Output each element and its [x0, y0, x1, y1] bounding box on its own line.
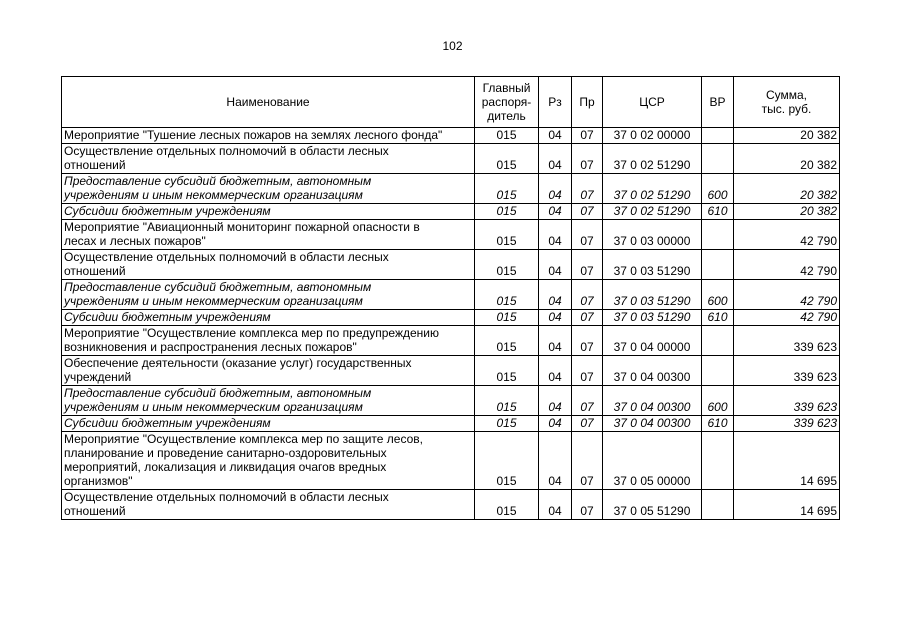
cell-pr: 07	[572, 386, 603, 416]
cell-sum: 42 790	[734, 310, 840, 326]
cell-main-administrator: 015	[475, 432, 539, 490]
cell-name-line: отношений	[64, 158, 126, 172]
cell-name	[62, 220, 475, 250]
cell-sum: 339 623	[734, 416, 840, 432]
header-rz: Рз	[539, 77, 572, 128]
table-header-row	[62, 77, 840, 128]
cell-csr: 37 0 03 51290	[603, 310, 702, 326]
cell-rz: 04	[539, 250, 572, 280]
cell-csr: 37 0 02 51290	[603, 204, 702, 220]
cell-vr	[702, 326, 734, 356]
table-row	[62, 326, 840, 356]
cell-main-administrator: 015	[475, 128, 539, 144]
header-main-line2: распоря-	[481, 95, 532, 109]
cell-rz: 04	[539, 128, 572, 144]
cell-vr	[702, 432, 734, 490]
cell-rz: 04	[539, 356, 572, 386]
cell-vr: 610	[702, 204, 734, 220]
cell-name-line: Осуществление отдельных полномочий в области лесных	[64, 490, 389, 504]
cell-vr: 600	[702, 174, 734, 204]
cell-pr: 07	[572, 250, 603, 280]
header-name: Наименование	[62, 77, 475, 128]
cell-name-line: Субсидии бюджетным учреждениям	[64, 416, 271, 430]
cell-pr: 07	[572, 144, 603, 174]
table-row	[62, 280, 840, 310]
cell-name	[62, 386, 475, 416]
cell-csr: 37 0 02 51290	[603, 144, 702, 174]
cell-name-line: Предоставление субсидий бюджетным, автономным	[64, 280, 372, 294]
header-pr: Пр	[572, 77, 603, 128]
cell-pr: 07	[572, 310, 603, 326]
cell-main-administrator: 015	[475, 250, 539, 280]
cell-main-administrator: 015	[475, 204, 539, 220]
cell-main-administrator: 015	[475, 386, 539, 416]
header-main-administrator	[475, 77, 539, 128]
cell-name-line: Мероприятие "Тушение лесных пожаров на землях лесного фонда"	[64, 128, 443, 142]
cell-main-administrator: 015	[475, 326, 539, 356]
cell-name-line: организмов"	[64, 474, 133, 488]
cell-vr: 610	[702, 416, 734, 432]
budget-table	[61, 76, 840, 520]
cell-vr	[702, 220, 734, 250]
table-row	[62, 174, 840, 204]
cell-name-line: отношений	[64, 504, 126, 518]
cell-pr: 07	[572, 204, 603, 220]
cell-name	[62, 280, 475, 310]
cell-name-line: Мероприятие "Осуществление комплекса мер по защите лесов,	[64, 432, 423, 446]
cell-csr: 37 0 04 00000	[603, 326, 702, 356]
cell-main-administrator: 015	[475, 416, 539, 432]
cell-pr: 07	[572, 128, 603, 144]
cell-name	[62, 356, 475, 386]
cell-pr: 07	[572, 356, 603, 386]
cell-csr: 37 0 05 51290	[603, 490, 702, 520]
table-row	[62, 386, 840, 416]
cell-rz: 04	[539, 490, 572, 520]
cell-main-administrator: 015	[475, 174, 539, 204]
header-sum-line2: тыс. руб.	[761, 102, 812, 116]
cell-vr	[702, 356, 734, 386]
cell-rz: 04	[539, 204, 572, 220]
cell-vr	[702, 490, 734, 520]
cell-name-line: Мероприятие "Авиационный мониторинг пожарной опасности в	[64, 220, 420, 234]
table-row	[62, 310, 840, 326]
cell-vr	[702, 250, 734, 280]
cell-pr: 07	[572, 280, 603, 310]
cell-name-line: Осуществление отдельных полномочий в области лесных	[64, 144, 389, 158]
cell-vr	[702, 128, 734, 144]
cell-name-line: учреждениям и иным некоммерческим организациям	[64, 400, 363, 414]
cell-name	[62, 128, 475, 144]
cell-name	[62, 174, 475, 204]
cell-vr: 600	[702, 280, 734, 310]
cell-main-administrator: 015	[475, 490, 539, 520]
cell-csr: 37 0 02 00000	[603, 128, 702, 144]
cell-sum: 20 382	[734, 128, 840, 144]
cell-pr: 07	[572, 416, 603, 432]
header-main-line1: Главный	[482, 81, 531, 95]
cell-name-line: Субсидии бюджетным учреждениям	[64, 204, 271, 218]
cell-name	[62, 144, 475, 174]
cell-sum: 20 382	[734, 144, 840, 174]
cell-name-line: Субсидии бюджетным учреждениям	[64, 310, 271, 324]
cell-csr: 37 0 03 51290	[603, 280, 702, 310]
table-row	[62, 144, 840, 174]
table-row	[62, 204, 840, 220]
cell-main-administrator: 015	[475, 310, 539, 326]
cell-pr: 07	[572, 326, 603, 356]
cell-name	[62, 326, 475, 356]
cell-csr: 37 0 02 51290	[603, 174, 702, 204]
cell-sum: 14 695	[734, 490, 840, 520]
table-row	[62, 220, 840, 250]
cell-name-line: планирование и проведение санитарно-оздоровительных	[64, 446, 387, 460]
cell-sum: 339 623	[734, 326, 840, 356]
cell-name	[62, 432, 475, 490]
cell-sum: 42 790	[734, 220, 840, 250]
cell-sum: 42 790	[734, 280, 840, 310]
page-number: 102	[442, 39, 463, 53]
cell-name-line: отношений	[64, 264, 126, 278]
cell-main-administrator: 015	[475, 356, 539, 386]
cell-name-line: Обеспечение деятельности (оказание услуг) государственных	[64, 356, 412, 370]
header-sum-line1: Сумма,	[765, 88, 808, 102]
table-row	[62, 250, 840, 280]
cell-name	[62, 490, 475, 520]
cell-csr: 37 0 03 00000	[603, 220, 702, 250]
cell-sum: 42 790	[734, 250, 840, 280]
cell-main-administrator: 015	[475, 280, 539, 310]
cell-name-line: Мероприятие "Осуществление комплекса мер по предупреждению	[64, 326, 439, 340]
table-body	[62, 128, 840, 520]
header-sum	[734, 77, 840, 128]
cell-sum: 339 623	[734, 356, 840, 386]
header-main-line3: дитель	[487, 109, 526, 123]
table-row	[62, 356, 840, 386]
table-row	[62, 416, 840, 432]
cell-name	[62, 416, 475, 432]
cell-name-line: учреждениям и иным некоммерческим организациям	[64, 294, 363, 308]
cell-name-line: мероприятий, локализация и ликвидация очагов вредных	[64, 460, 387, 474]
cell-csr: 37 0 04 00300	[603, 386, 702, 416]
cell-rz: 04	[539, 220, 572, 250]
cell-csr: 37 0 04 00300	[603, 356, 702, 386]
cell-vr: 610	[702, 310, 734, 326]
cell-name-line: Предоставление субсидий бюджетным, автономным	[64, 386, 372, 400]
cell-sum: 20 382	[734, 174, 840, 204]
cell-main-administrator: 015	[475, 220, 539, 250]
table-row	[62, 432, 840, 490]
header-csr: ЦСР	[603, 77, 702, 128]
cell-name-line: возникновения и распространения лесных пожаров"	[64, 340, 357, 354]
cell-rz: 04	[539, 174, 572, 204]
cell-name-line: учреждений	[64, 370, 132, 384]
cell-sum: 20 382	[734, 204, 840, 220]
cell-rz: 04	[539, 416, 572, 432]
cell-pr: 07	[572, 220, 603, 250]
cell-name	[62, 204, 475, 220]
cell-vr	[702, 144, 734, 174]
cell-rz: 04	[539, 144, 572, 174]
table-row	[62, 490, 840, 520]
cell-rz: 04	[539, 432, 572, 490]
cell-name-line: Осуществление отдельных полномочий в области лесных	[64, 250, 389, 264]
header-vr: ВР	[702, 77, 734, 128]
cell-pr: 07	[572, 490, 603, 520]
cell-name-line: лесах и лесных пожаров"	[64, 234, 206, 248]
cell-sum: 14 695	[734, 432, 840, 490]
cell-csr: 37 0 03 51290	[603, 250, 702, 280]
cell-rz: 04	[539, 386, 572, 416]
cell-name	[62, 310, 475, 326]
cell-name	[62, 250, 475, 280]
cell-rz: 04	[539, 310, 572, 326]
table-row	[62, 128, 840, 144]
cell-pr: 07	[572, 174, 603, 204]
cell-csr: 37 0 05 00000	[603, 432, 702, 490]
cell-rz: 04	[539, 280, 572, 310]
cell-vr: 600	[702, 386, 734, 416]
cell-pr: 07	[572, 432, 603, 490]
cell-sum: 339 623	[734, 386, 840, 416]
cell-main-administrator: 015	[475, 144, 539, 174]
cell-csr: 37 0 04 00300	[603, 416, 702, 432]
cell-name-line: учреждениям и иным некоммерческим организациям	[64, 188, 363, 202]
cell-rz: 04	[539, 326, 572, 356]
cell-name-line: Предоставление субсидий бюджетным, автономным	[64, 174, 372, 188]
